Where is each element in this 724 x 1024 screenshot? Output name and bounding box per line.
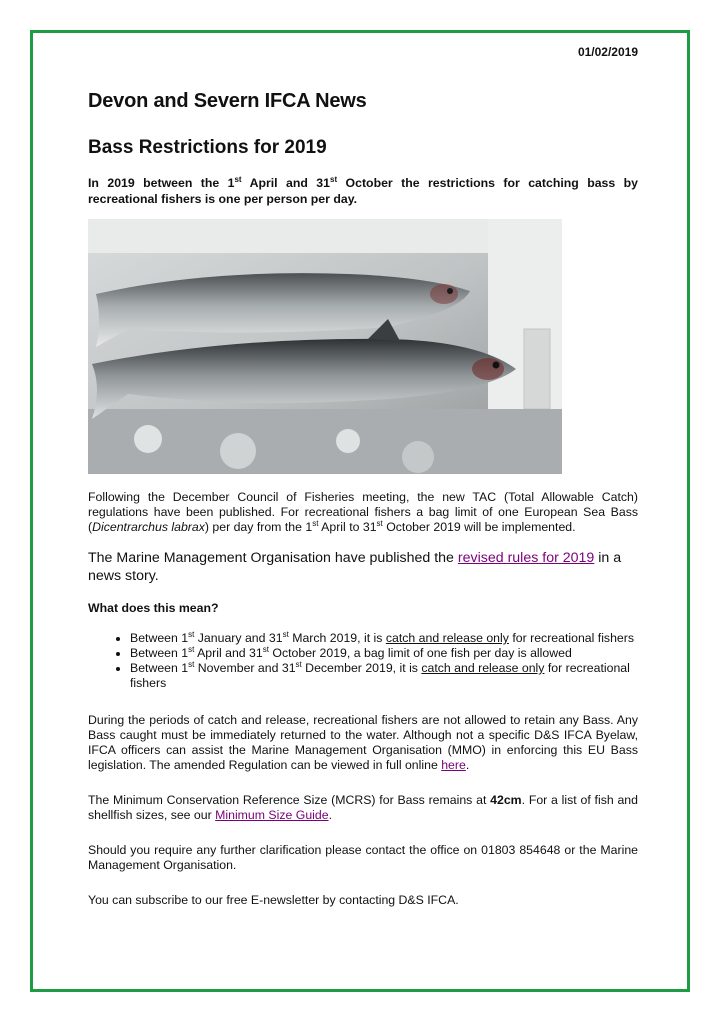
what-does-this-mean-heading: What does this mean? [88, 601, 219, 615]
list-item: • Between 1st November and 31st December 2019, it is catch and release only for recreational fishers [130, 661, 638, 691]
clarification-paragraph: Should you require any further clarification please contact the office on 01803 854648 or the Marine Management Organisation. [88, 843, 638, 872]
regulation-here-link[interactable]: here [441, 758, 466, 772]
list-item: • Between 1st January and 31st March 2019, it is catch and release only for recreational fishers [130, 631, 638, 646]
sea-bass-photo [88, 219, 562, 474]
restrictions-list [88, 631, 638, 691]
mcrs-paragraph: The Minimum Conservation Reference Size (MCRS) for Bass remains at 42cm. For a list of fish and shellfish sizes, see our Minimum Size Guide. [88, 793, 638, 822]
list-item: • Between 1st April and 31st October 2019, a bag limit of one fish per day is allowed [130, 646, 638, 661]
article [88, 90, 638, 908]
mmo-paragraph: The Marine Management Organisation have published the revised rules for 2019 in a news story. [88, 550, 622, 584]
minimum-size-guide-link[interactable]: Minimum Size Guide [215, 808, 329, 822]
catch-release-paragraph: During the periods of catch and release, recreational fishers are not allowed to retain any Bass. Any Bass caught must be immediately returned to the water. Although not a specific D&S IFCA Byelaw, IFCA officers can assist the Marine Management Organisation (MMO) in enforcing this EU Bass legislation. The amended Regulation can be viewed in full online here. [88, 713, 638, 772]
council-paragraph: Following the December Council of Fisheries meeting, the new TAC (Total Allowable Catch) regulations have been published. For recreational fishers a bag limit of one European Sea Bass (Dicentrarchus labrax) per day from the 1st April to 31st October 2019 will be implemented. [88, 490, 638, 534]
subscribe-paragraph: You can subscribe to our free E-newsletter by contacting D&S IFCA. [88, 893, 459, 907]
article-heading: Bass Restrictions for 2019 [88, 137, 327, 158]
intro-paragraph: In 2019 between the 1st April and 31st October the restrictions for catching bass by recreational fishers is one per person per day. [88, 174, 639, 206]
newsletter-title: Devon and Severn IFCA News [88, 90, 367, 112]
document-date: 01/02/2019 [577, 45, 638, 59]
revised-rules-link[interactable]: revised rules for 2019 [457, 550, 595, 566]
